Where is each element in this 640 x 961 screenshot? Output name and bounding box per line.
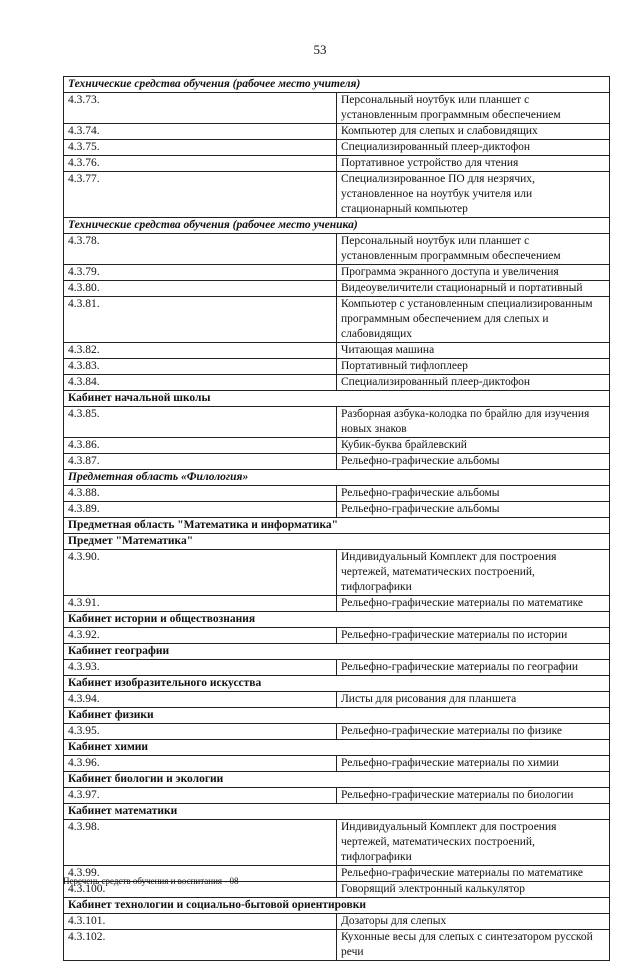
section-title: Кабинет географии — [64, 644, 610, 660]
table-row — [64, 375, 610, 391]
item-code: 4.3.79. — [64, 265, 337, 281]
table-row — [64, 692, 610, 708]
item-code: 4.3.77. — [64, 172, 337, 218]
equipment-table — [63, 76, 610, 961]
item-code: 4.3.87. — [64, 454, 337, 470]
table-row — [64, 93, 610, 124]
table-row — [64, 172, 610, 218]
item-code: 4.3.74. — [64, 124, 337, 140]
item-description: Рельефно-графические альбомы — [337, 454, 610, 470]
item-code: 4.3.89. — [64, 502, 337, 518]
table-row — [64, 454, 610, 470]
item-description: Специализированный плеер-диктофон — [337, 140, 610, 156]
table-row — [64, 756, 610, 772]
item-code: 4.3.96. — [64, 756, 337, 772]
item-description: Персональный ноутбук или планшет с установленным программным обеспечением — [337, 93, 610, 124]
table-row — [64, 550, 610, 596]
item-description: Кухонные весы для слепых с синтезатором русской речи — [337, 930, 610, 961]
table-row — [64, 438, 610, 454]
table-row — [64, 914, 610, 930]
item-description: Рельефно-графические материалы по физике — [337, 724, 610, 740]
table-row — [64, 660, 610, 676]
item-code: 4.3.82. — [64, 343, 337, 359]
item-description: Рельефно-графические материалы по истории — [337, 628, 610, 644]
item-code: 4.3.86. — [64, 438, 337, 454]
section-title: Кабинет начальной школы — [64, 391, 610, 407]
section-title: Кабинет физики — [64, 708, 610, 724]
section-title: Кабинет биологии и экологии — [64, 772, 610, 788]
item-description: Индивидуальный Комплект для построения чертежей, математических построений, тифлографики — [337, 550, 610, 596]
table-row — [64, 297, 610, 343]
section-title: Кабинет истории и обществознания — [64, 612, 610, 628]
table-row — [64, 820, 610, 866]
item-description: Программа экранного доступа и увеличения — [337, 265, 610, 281]
item-code: 4.3.88. — [64, 486, 337, 502]
table-row — [64, 502, 610, 518]
item-description: Рельефно-графические материалы по математике — [337, 596, 610, 612]
item-description: Разборная азбука-колодка по брайлю для изучения новых знаков — [337, 407, 610, 438]
item-description: Специализированное ПО для незрячих, установленное на ноутбук учителя или стационарный компьютер — [337, 172, 610, 218]
item-description: Индивидуальный Комплект для построения чертежей, математических построений, тифлографики — [337, 820, 610, 866]
table-row — [64, 628, 610, 644]
table-row — [64, 265, 610, 281]
page-number: 53 — [313, 42, 327, 57]
item-description: Рельефно-графические материалы по географии — [337, 660, 610, 676]
item-description: Говорящий электронный калькулятор — [337, 882, 610, 898]
section-title: Технические средства обучения (рабочее место учителя) — [64, 77, 610, 93]
item-code: 4.3.76. — [64, 156, 337, 172]
section-header-row — [64, 77, 610, 93]
table-row — [64, 281, 610, 297]
item-code: 4.3.80. — [64, 281, 337, 297]
item-description: Специализированный плеер-диктофон — [337, 375, 610, 391]
page-footer: Перечень средств обучения и воспитания - 08 — [63, 876, 239, 886]
table-row — [64, 124, 610, 140]
item-description: Кубик-буква брайлевский — [337, 438, 610, 454]
section-title: Кабинет математики — [64, 804, 610, 820]
section-header-row — [64, 708, 610, 724]
section-header-row — [64, 676, 610, 692]
section-header-row — [64, 612, 610, 628]
item-code: 4.3.95. — [64, 724, 337, 740]
table-row — [64, 486, 610, 502]
section-header-row — [64, 644, 610, 660]
section-header-row — [64, 772, 610, 788]
item-description: Портативное устройство для чтения — [337, 156, 610, 172]
table-row — [64, 343, 610, 359]
section-title: Предметная область "Математика и информатика" — [64, 518, 610, 534]
section-header-row — [64, 391, 610, 407]
item-code: 4.3.98. — [64, 820, 337, 866]
item-description: Компьютер с установленным специализированным программным обеспечением для слепых и слабовидящих — [337, 297, 610, 343]
item-code: 4.3.73. — [64, 93, 337, 124]
item-code: 4.3.90. — [64, 550, 337, 596]
item-description: Видеоувеличители стационарный и портативный — [337, 281, 610, 297]
item-description: Листы для рисования для планшета — [337, 692, 610, 708]
section-header-row — [64, 740, 610, 756]
section-title: Кабинет химии — [64, 740, 610, 756]
item-code: 4.3.99. — [64, 866, 337, 882]
table-row — [64, 930, 610, 961]
table-row — [64, 788, 610, 804]
item-description: Дозаторы для слепых — [337, 914, 610, 930]
item-description: Рельефно-графические альбомы — [337, 486, 610, 502]
item-code: 4.3.92. — [64, 628, 337, 644]
section-title: Предмет "Математика" — [64, 534, 610, 550]
item-code: 4.3.102. — [64, 930, 337, 961]
section-title: Предметная область «Филология» — [64, 470, 610, 486]
table-row — [64, 724, 610, 740]
section-header-row — [64, 898, 610, 914]
item-description: Рельефно-графические альбомы — [337, 502, 610, 518]
section-title: Кабинет изобразительного искусства — [64, 676, 610, 692]
item-code: 4.3.101. — [64, 914, 337, 930]
item-code: 4.3.83. — [64, 359, 337, 375]
item-description: Рельефно-графические материалы по биологии — [337, 788, 610, 804]
table-row — [64, 596, 610, 612]
section-header-row — [64, 518, 610, 534]
item-code: 4.3.91. — [64, 596, 337, 612]
item-code: 4.3.94. — [64, 692, 337, 708]
item-code: 4.3.75. — [64, 140, 337, 156]
item-description: Рельефно-графические материалы по математике — [337, 866, 610, 882]
item-code: 4.3.93. — [64, 660, 337, 676]
item-code: 4.3.81. — [64, 297, 337, 343]
section-title: Технические средства обучения (рабочее место ученика) — [64, 218, 610, 234]
section-header-row — [64, 470, 610, 486]
table-row — [64, 407, 610, 438]
item-code: 4.3.97. — [64, 788, 337, 804]
item-code: 4.3.84. — [64, 375, 337, 391]
item-description: Рельефно-графические материалы по химии — [337, 756, 610, 772]
item-code: 4.3.100. — [64, 882, 337, 898]
table-row — [64, 140, 610, 156]
item-code: 4.3.78. — [64, 234, 337, 265]
section-header-row — [64, 218, 610, 234]
section-header-row — [64, 804, 610, 820]
item-code: 4.3.85. — [64, 407, 337, 438]
item-description: Персональный ноутбук или планшет с установленным программным обеспечением — [337, 234, 610, 265]
equipment-table-body — [64, 77, 610, 961]
table-row — [64, 234, 610, 265]
table-row — [64, 359, 610, 375]
table-row — [64, 156, 610, 172]
section-header-row — [64, 534, 610, 550]
item-description: Читающая машина — [337, 343, 610, 359]
item-description: Портативный тифлоплеер — [337, 359, 610, 375]
section-title: Кабинет технологии и социально-бытовой ориентировки — [64, 898, 610, 914]
item-description: Компьютер для слепых и слабовидящих — [337, 124, 610, 140]
